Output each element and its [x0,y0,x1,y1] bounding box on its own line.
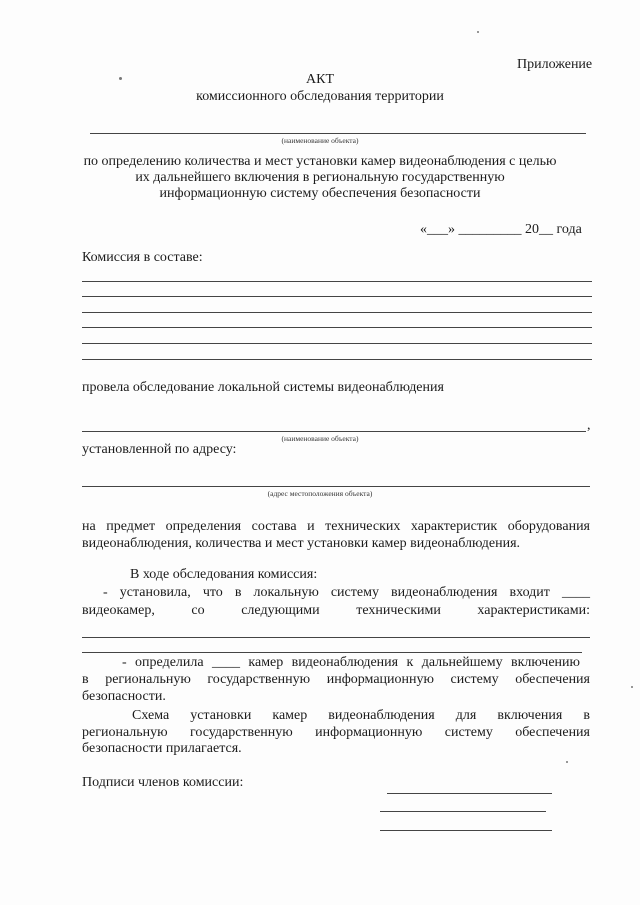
document-subtitle: комиссионного обследования территории [196,89,444,104]
scheme-line-2: региональную государственную информационную систему обеспечения [82,725,590,740]
determined-line-2: в региональную государственную информационную систему обеспечения [82,672,590,687]
established-line-1: - установила, что в локальную систему видеонаблюдения входит ____ [103,585,590,600]
scheme-line-1: Схема установки камер видеонаблюдения для включения в [132,708,590,723]
subject-line-1: на предмет определения состава и технических характеристик оборудования [82,519,590,534]
object-name-line [90,133,586,134]
findings-intro: В ходе обследования комиссия: [130,567,318,582]
scan-speck [477,31,479,33]
commission-line [82,296,592,297]
commission-line [82,312,592,313]
commission-line [82,327,592,328]
purpose-line-1: по определению количества и мест установки камер видеонаблюдения с целью [83,154,557,169]
established-line-2: видеокамер, со следующими техническими характеристиками: [82,603,590,618]
address-line [82,486,590,487]
inspected-object-line [82,431,586,432]
scheme-line-3: безопасности прилагается. [82,741,242,756]
object-name-caption: (наименование объекта) [281,136,359,145]
determined-line-1: - определила ____ камер видеонаблюдения к дальнейшему включению [122,655,580,670]
signature-line [380,830,552,831]
address-caption: (адрес местоположения объекта) [267,489,373,498]
inspection-text: провела обследование локальной системы видеонаблюдения [82,380,444,395]
date-line: «___» _________ 20__ года [420,222,582,237]
signatures-label: Подписи членов комиссии: [82,775,244,790]
inspected-object-caption: (наименование объекта) [281,434,359,443]
comma-mark: , [587,418,591,433]
document-title: АКТ [306,72,334,87]
signature-line [380,811,546,812]
subject-line-2: видеонаблюдения, количества и мест установки камер видеонаблюдения. [82,536,521,551]
characteristics-line [82,652,582,653]
scan-speck [566,761,568,763]
commission-line [82,281,592,282]
commission-label: Комиссия в составе: [82,250,203,265]
determined-line-3: безопасности. [82,689,166,704]
appendix-label: Приложение [517,57,593,72]
purpose-line-2: их дальнейшего включения в региональную государственную [135,170,505,185]
address-label: установленной по адресу: [82,442,237,457]
commission-line [82,343,592,344]
purpose-line-3: информационную систему обеспечения безопасности [159,186,481,201]
signature-line [387,793,552,794]
commission-line [82,359,592,360]
characteristics-line [82,637,590,638]
scan-speck [631,686,633,688]
